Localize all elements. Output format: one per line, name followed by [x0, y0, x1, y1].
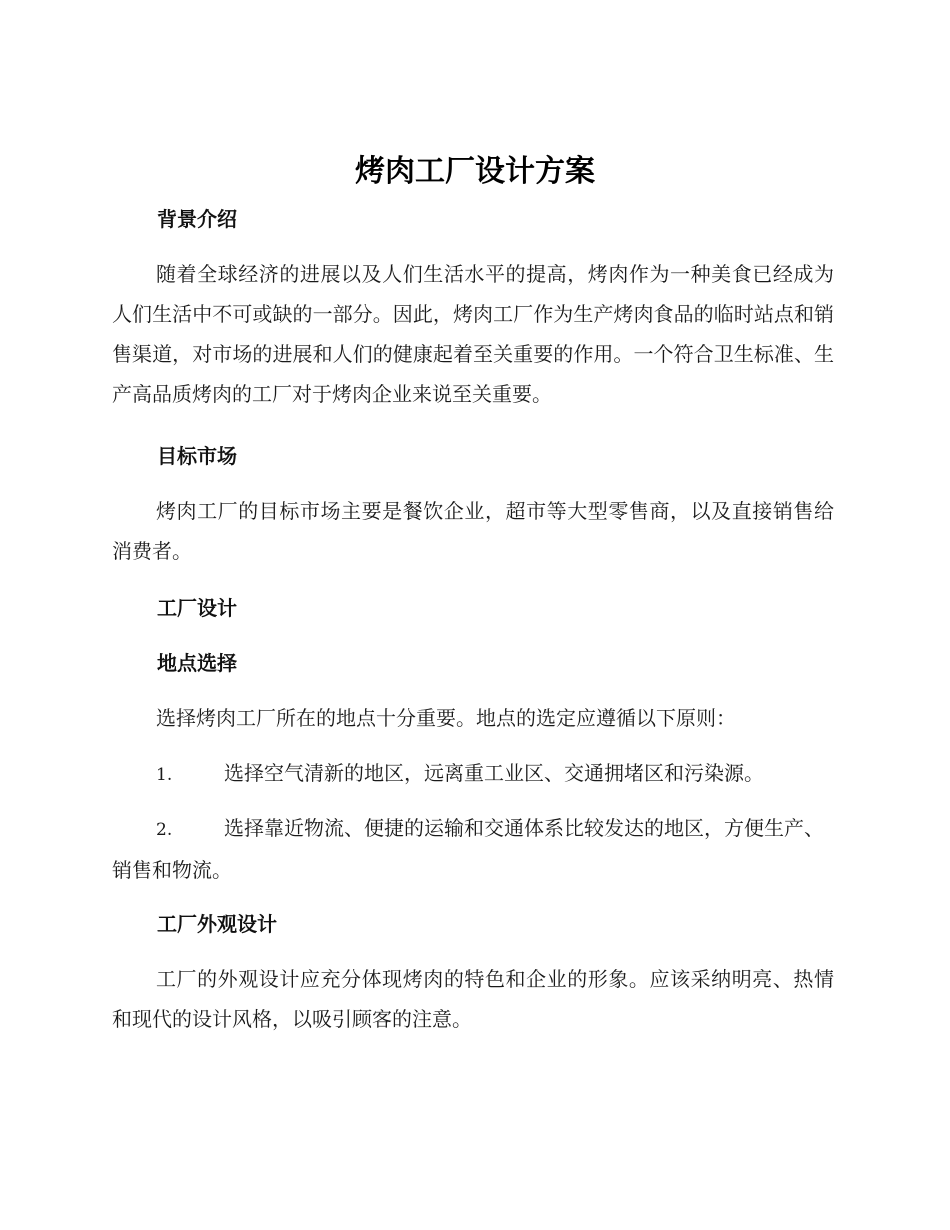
heading-background: 背景介绍: [157, 207, 237, 231]
heading-site-selection: 地点选择: [157, 651, 237, 675]
list-item-text: 选择靠近物流、便捷的运输和交通体系比较发达的地区，方便生产、销售和物流。: [112, 816, 824, 882]
paragraph-background: 随着全球经济的进展以及人们生活水平的提高，烤肉作为一种美食已经成为人们生活中不可或缺的一部分。因此，烤肉工厂作为生产烤肉食品的临时站点和销售渠道，对市场的进展和人们的健康起着至关重要的作用。一个符合卫生标准、生产高品质烤肉的工厂对于烤肉企业来说至关重要。: [112, 262, 834, 406]
list-item-number: 2.: [156, 820, 173, 840]
list-item: [112, 753, 834, 795]
heading-factory-design: 工厂设计: [157, 596, 237, 620]
heading-target-market: 目标市场: [157, 444, 237, 468]
paragraph-site-selection-intro: 选择烤肉工厂所在的地点十分重要。地点的选定应遵循以下原则：: [156, 706, 736, 730]
document-title: 烤肉工厂设计方案: [355, 154, 595, 189]
paragraph-exterior-design: 工厂的外观设计应充分体现烤肉的特色和企业的形象。应该采纳明亮、热情和现代的设计风格，以吸引顾客的注意。: [112, 967, 834, 1031]
heading-exterior-design: 工厂外观设计: [157, 912, 277, 936]
paragraph-target-market: 烤肉工厂的目标市场主要是餐饮企业，超市等大型零售商，以及直接销售给消费者。: [112, 499, 834, 563]
list-item: [112, 808, 834, 890]
list-item-number: 1.: [156, 765, 173, 785]
list-item-text: 选择空气清新的地区，远离重工业区、交通拥堵区和污染源。: [224, 761, 764, 785]
